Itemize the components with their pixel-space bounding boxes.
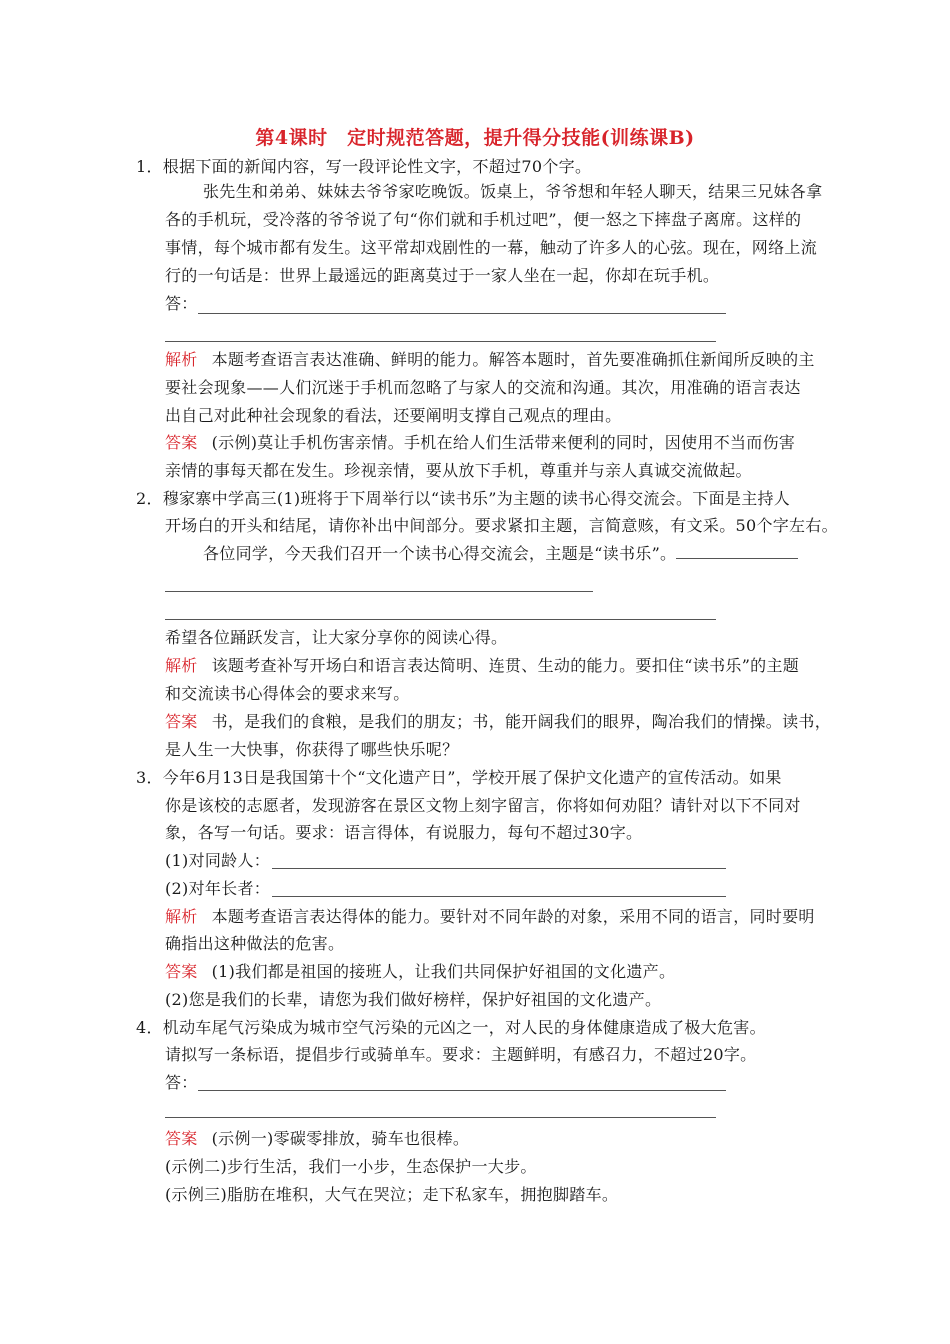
q3-analysis-text: 确指出这种做法的危害。 [165, 934, 345, 953]
analysis-label: 解析 [165, 350, 198, 369]
answer-label: 答案 [165, 712, 198, 731]
q1-stem: 1．根据下面的新闻内容，写一段评论性文字，不超过70个字。 [136, 157, 592, 176]
q4-answer-line[interactable] [198, 1090, 726, 1091]
q4-answer-text: (示例二)步行生活，我们一小步，生态保护一大步。 [165, 1157, 537, 1176]
q1-answer-text: (示例)莫让手机伤害亲情。手机在给人们生活带来便利的同时，因使用不当而伤害 [211, 433, 796, 452]
q1-answer [165, 432, 795, 454]
q3-sub1-label: (1)对同龄人： [165, 851, 271, 870]
q3-sub2-answer-line[interactable] [272, 896, 726, 897]
q3-analysis-text: 本题考查语言表达得体的能力。要针对不同年龄的对象，采用不同的语言，同时要明 [211, 907, 815, 926]
q1-answer-text: 亲情的事每天都在发生。珍视亲情，要从放下手机，尊重并与亲人真诚交流做起。 [165, 461, 752, 480]
q3-answer-text: (1)我们都是祖国的接班人，让我们共同保护好祖国的文化遗产。 [211, 962, 676, 981]
q4-answer-text: (示例三)脂肪在堆积，大气在哭泣；走下私家车，拥抱脚踏车。 [165, 1185, 619, 1204]
q2-fill-line[interactable] [165, 619, 716, 620]
q4-answer-text: (示例一)零碳零排放，骑车也很棒。 [211, 1129, 470, 1148]
q2-analysis [165, 655, 799, 677]
q2-closing: 希望各位踊跃发言，让大家分享你的阅读心得。 [165, 628, 508, 647]
q4-stem: 4．机动车尾气污染成为城市空气污染的元凶之一，对人民的身体健康造成了极大危害。 [136, 1018, 766, 1037]
q1-analysis [165, 349, 815, 371]
q2-stem: 2．穆家寨中学高三(1)班将于下周举行以“读书乐”为主题的读书心得交流会。下面是主持人 [136, 489, 791, 508]
q3-stem: 象，各写一句话。要求：语言得体，有说服力，每句不超过30字。 [165, 823, 643, 842]
q3-sub2-label: (2)对年长者： [165, 879, 271, 898]
q3-answer-text: (2)您是我们的长辈，请您为我们做好榜样，保护好祖国的文化遗产。 [165, 990, 662, 1009]
q2-fill-line[interactable] [676, 544, 798, 559]
q1-analysis-text: 出自己对此种社会现象的看法，还要阐明支撑自己观点的理由。 [165, 406, 622, 425]
q4-answer-prompt: 答： [165, 1073, 198, 1092]
q1-news-line: 事情，每个城市都有发生。这平常却戏剧性的一幕，触动了许多人的心弦。现在，网络上流 [165, 238, 818, 257]
answer-label: 答案 [165, 1129, 198, 1148]
q2-answer-text: 书，是我们的食粮，是我们的朋友；书，能开阔我们的眼界，陶冶我们的情操。读书， [211, 712, 832, 731]
q3-sub1-answer-line[interactable] [272, 868, 726, 869]
q1-news-line: 各的手机玩，受冷落的爷爷说了句“你们就和手机过吧”，便一怒之下摔盘子离席。这样的 [165, 210, 802, 229]
q3-stem: 3．今年6月13日是我国第十个“文化遗产日”，学校开展了保护文化遗产的宣传活动。如果 [136, 768, 782, 787]
q2-opening [203, 543, 798, 565]
q4-answer [165, 1128, 469, 1150]
page-title: 第4课时 定时规范答题，提升得分技能(训练课B) [255, 127, 695, 149]
answer-label: 答案 [165, 433, 198, 452]
q3-stem: 你是该校的志愿者，发现游客在景区文物上刻字留言，你将如何劝阻？请针对以下不同对 [165, 796, 801, 815]
q4-stem: 请拟写一条标语，提倡步行或骑单车。要求：主题鲜明，有感召力，不超过20字。 [165, 1045, 757, 1064]
q1-analysis-text: 要社会现象——人们沉迷于手机而忽略了与家人的交流和沟通。其次，用准确的语言表达 [165, 378, 801, 397]
q3-answer [165, 961, 675, 983]
q2-answer-text: 是人生一大快事，你获得了哪些快乐呢？ [165, 740, 459, 759]
q4-answer-line[interactable] [165, 1117, 716, 1118]
q2-analysis-text: 和交流读书心得体会的要求来写。 [165, 684, 410, 703]
q1-answer-line[interactable] [198, 313, 726, 314]
q1-analysis-text: 本题考查语言表达准确、鲜明的能力。解答本题时，首先要准确抓住新闻所反映的主 [211, 350, 815, 369]
q2-analysis-text: 该题考查补写开场白和语言表达简明、连贯、生动的能力。要扣住“读书乐”的主题 [211, 656, 800, 675]
q1-answer-prompt: 答： [165, 294, 198, 313]
q2-answer [165, 711, 831, 733]
q1-answer-line[interactable] [165, 341, 716, 342]
analysis-label: 解析 [165, 907, 198, 926]
q2-opening-text: 各位同学，今天我们召开一个读书心得交流会，主题是“读书乐”。 [203, 544, 677, 563]
q2-fill-line[interactable] [165, 591, 593, 592]
q1-news-line: 张先生和弟弟、妹妹去爷爷家吃晚饭。饭桌上，爷爷想和年轻人聊天，结果三兄妹各拿 [203, 182, 823, 201]
q2-stem: 开场白的开头和结尾，请你补出中间部分。要求紧扣主题，言简意赅，有文采。50个字左右。 [165, 516, 838, 535]
q3-analysis [165, 906, 815, 928]
analysis-label: 解析 [165, 656, 198, 675]
q1-news-line: 行的一句话是：世界上最遥远的距离莫过于一家人坐在一起，你却在玩手机。 [165, 266, 720, 285]
answer-label: 答案 [165, 962, 198, 981]
